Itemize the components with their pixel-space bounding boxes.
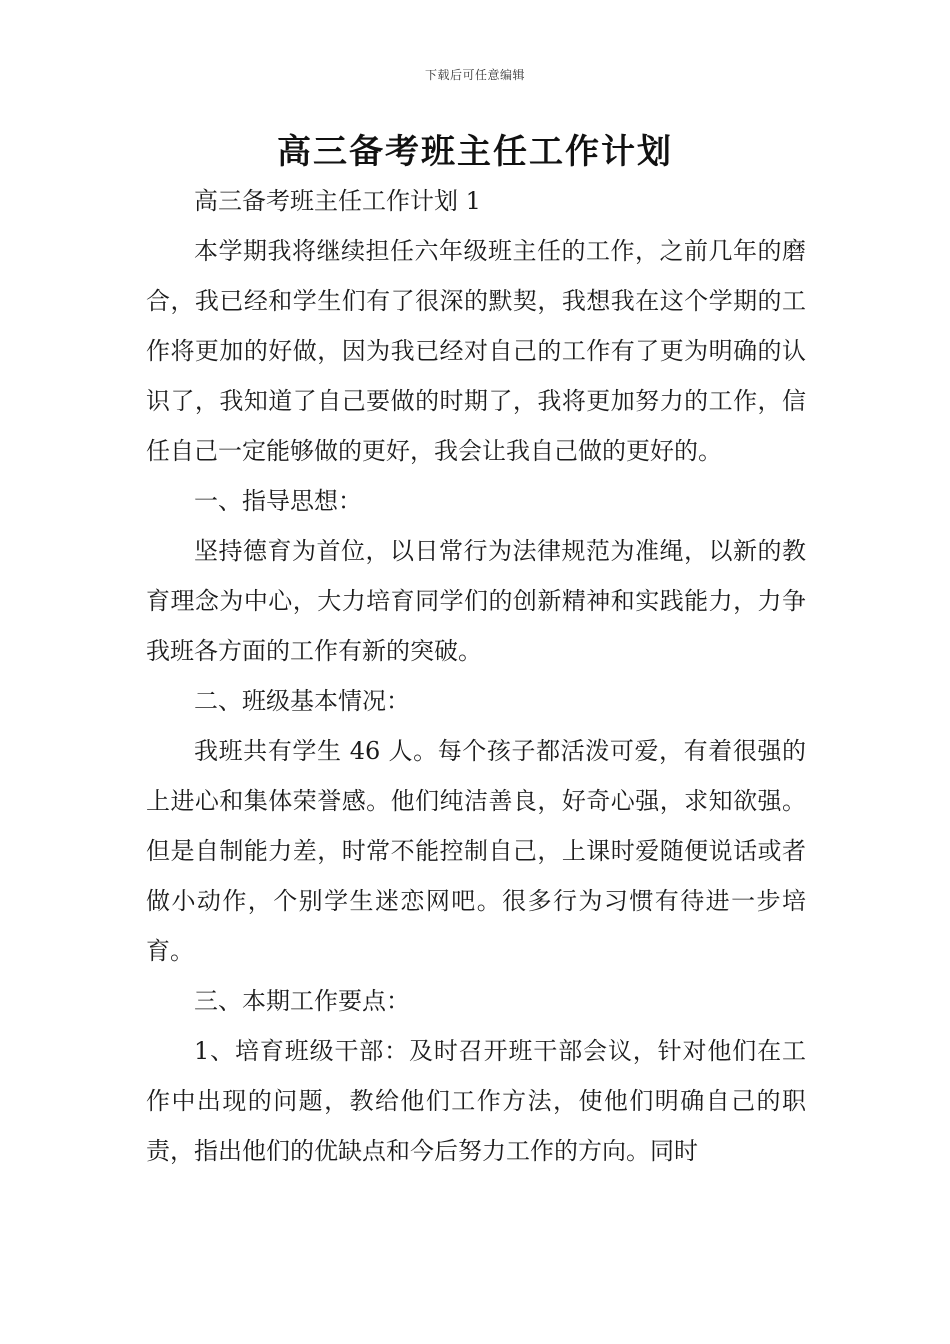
- document-title: 高三备考班主任工作计划: [277, 132, 673, 172]
- subtitle-paragraph: 高三备考班主任工作计划 1: [194, 187, 481, 215]
- guiding-thought-paragraph: 坚持德育为首位，以日常行为法律规范为准绳，以新的教育理念为中心，大力培育同学们的创新精神和实践能力，力争我班各方面的工作有新的突破。: [146, 537, 806, 665]
- section-heading-class-situation: 二、班级基本情况：: [194, 687, 410, 715]
- class-situation-paragraph: 我班共有学生 46 人。每个孩子都活泼可爱，有着很强的上进心和集体荣誉感。他们纯洁善良，好奇心强，求知欲强。但是自制能力差，时常不能控制自己，上课时爱随便说话或者做小动作，个别学生迷恋网吧。很多行为习惯有待进一步培育。: [146, 737, 806, 965]
- intro-paragraph: 本学期我将继续担任六年级班主任的工作，之前几年的磨合，我已经和学生们有了很深的默契，我想我在这个学期的工作将更加的好做，因为我已经对自己的工作有了更为明确的认识了，我知道了自己要做的时期了，我将更加努力的工作，信任自己一定能够做的更好，我会让我自己做的更好的。: [146, 237, 806, 465]
- header-note: 下载后可任意编辑: [424, 68, 525, 82]
- work-point-1-paragraph: 1、培育班级干部：及时召开班干部会议，针对他们在工作中出现的问题，教给他们工作方法，使他们明确自己的职责，指出他们的优缺点和今后努力工作的方向。同时: [146, 1037, 806, 1165]
- section-heading-work-points: 三、本期工作要点：: [194, 987, 410, 1015]
- document-body: [146, 176, 806, 1176]
- section-heading-guiding-thought: 一、指导思想：: [194, 487, 362, 515]
